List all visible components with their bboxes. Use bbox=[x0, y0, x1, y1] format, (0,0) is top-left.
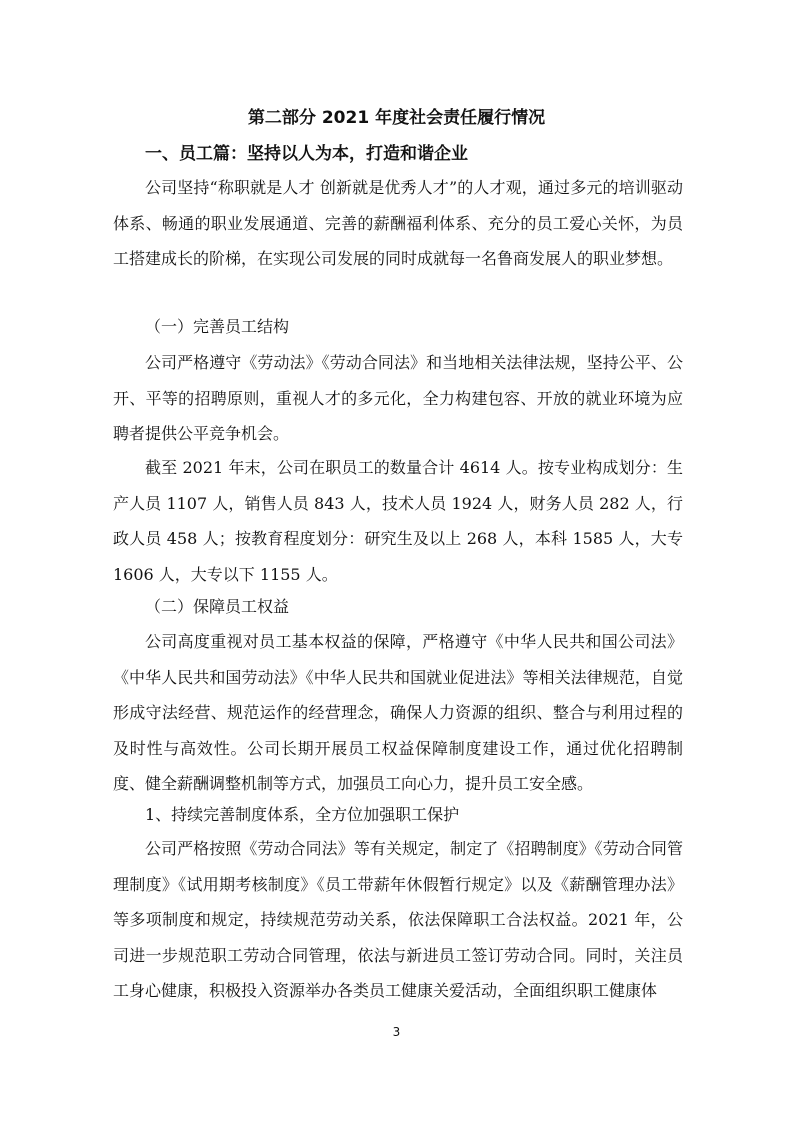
section-heading: 一、员工篇：坚持以人为本，打造和谐企业 bbox=[145, 144, 468, 164]
paragraph-rights: 公司高度重视对员工基本权益的保障，严格遵守《中华人民共和国公司法》《中华人民共和国劳动法》《中华人民共和国就业促进法》等相关法律规范，自觉形成守法经营、规范运作的经营理念，确保人力资源的组织、整合与利用过程的及时性与高效性。公司长期开展员工权益保障制度建设工作，通过优化招聘制度、健全薪酬调整机制等方式，加强员工向心力，提升员工安全感。 bbox=[113, 632, 683, 793]
paragraph-system: 公司严格按照《劳动合同法》等有关规定，制定了《招聘制度》《劳动合同管理制度》《试用期考核制度》《员工带薪年休假暂行规定》以及《薪酬管理办法》等多项制度和规定，持续规范劳动关系，依法保障职工合法权益。2021 年，公司进一步规范职工劳动合同管理，依法与新进员工签订劳动合同。同时，关注员工身心健康，积极投入资源举办各类员工健康关爱活动，全面组织职工健康体 bbox=[113, 839, 683, 1000]
page-number: 3 bbox=[392, 1025, 401, 1039]
paragraph-recruitment: 公司严格遵守《劳动法》《劳动合同法》和当地相关法律法规，坚持公平、公开、平等的招聘原则，重视人才的多元化，全力构建包容、开放的就业环境为应聘者提供公平竞争机会。 bbox=[113, 353, 683, 443]
paragraph-employee-stats: 截至 2021 年末，公司在职员工的数量合计 4614 人。按专业构成划分：生产人员 1107 人，销售人员 843 人，技术人员 1924 人，财务人员 282 人，行政人员 458 人；按教育程度划分：研究生及以上 268 人，本科 1585 人，大专 1606 人，大专以下 1155 人。 bbox=[113, 458, 683, 584]
subsection-heading-system: 1、持续完善制度体系，全方位加强职工保护 bbox=[145, 805, 460, 824]
subsection-heading-rights: （二）保障员工权益 bbox=[145, 597, 290, 616]
page-title: 第二部分 2021 年度社会责任履行情况 bbox=[247, 108, 546, 128]
subsection-heading-structure: （一）完善员工结构 bbox=[145, 317, 290, 336]
intro-paragraph: 公司坚持“称职就是人才 创新就是优秀人才”的人才观，通过多元的培训驱动体系、畅通的职业发展通道、完善的薪酬福利体系、充分的员工爱心关怀，为员工搭建成长的阶梯，在实现公司发展的同时成就每一名鲁商发展人的职业梦想。 bbox=[113, 178, 683, 268]
